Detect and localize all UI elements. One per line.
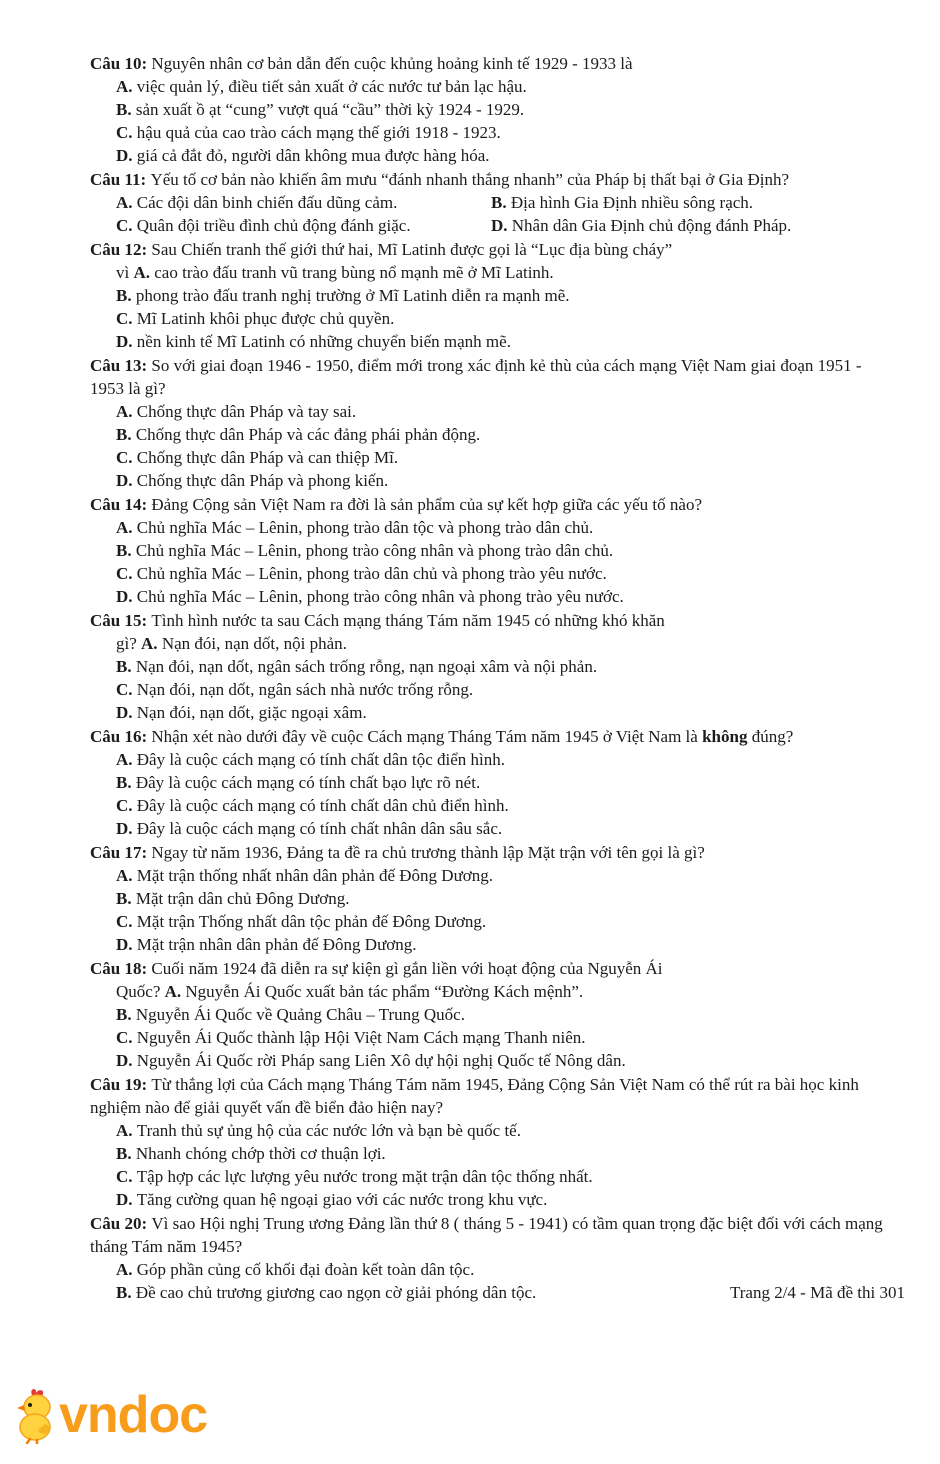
question-text [90,238,888,261]
option-text: hậu quả của cao trào cách mạng thế giới 1918 - 1923. [136,123,501,142]
option-text: Nguyễn Ái Quốc xuất bản tác phẩm “Đường Kách mệnh”. [185,982,584,1001]
option-text: Tăng cường quan hệ ngoại giao với các nước trong khu vực. [136,1190,548,1209]
question-block [90,841,888,956]
option-letter: D. [116,1190,137,1209]
chick-mascot-icon [16,1386,58,1444]
option-letter: B. [116,773,136,792]
question-number: Câu 19: [90,1075,152,1094]
option-letter: B. [116,100,136,119]
option-text: Chủ nghĩa Mác – Lênin, phong trào dân tộc và phong trào dân chủ. [136,518,594,537]
question-text-part: Nhận xét nào dưới đây về cuộc Cách mạng Tháng Tám năm 1945 ở Việt Nam là [151,727,703,746]
option-text: Chống thực dân Pháp và phong kiến. [136,471,389,490]
option-text: sản xuất ồ ạt “cung” vượt quá “cầu” thời kỳ 1924 - 1929. [135,100,525,119]
question-continuation [90,261,888,284]
option-text: Mặt trận thống nhất nhân dân phản đế Đông Dương. [136,866,494,885]
vndoc-logo[interactable] [16,1386,207,1444]
option-letter: B. [116,1005,136,1024]
option-letter: C. [116,796,137,815]
answer-option [90,655,888,678]
answer-option [90,678,888,701]
answer-option [116,214,491,237]
answer-option [90,817,888,840]
option-text: Nạn đói, nạn dốt, nội phản. [161,634,347,653]
option-text: Chống thực dân Pháp và can thiệp Mĩ. [136,448,399,467]
option-text: Đây là cuộc cách mạng có tính chất dân tộc điển hình. [136,750,505,769]
option-text: Nạn đói, nạn dốt, ngân sách trống rỗng, nạn ngoại xâm và nội phản. [135,657,598,676]
question-text-part: Đảng Cộng sản Việt Nam ra đời là sản phẩm của sự kết hợp giữa các yếu tố nào? [151,495,702,514]
option-letter: D. [116,332,137,351]
question-text-part: Vì sao Hội nghị Trung ương Đảng lần thứ 8 ( tháng 5 - 1941) có tầm quan trọng đặc biệt đối với cách mạng tháng Tám năm 1945? [90,1214,883,1256]
answer-option [90,75,888,98]
option-letter: C. [116,1028,137,1047]
question-block [90,354,888,492]
option-text: giá cả đắt đỏ, người dân không mua được hàng hóa. [136,146,490,165]
question-block [90,609,888,724]
option-letter: D. [116,703,137,722]
option-letter: B. [491,193,511,212]
option-text: Mặt trận nhân dân phản đế Đông Dương. [136,935,417,954]
questions-list [90,52,888,1305]
question-text-part: Từ thắng lợi của Cách mạng Tháng Tám năm 1945, Đảng Cộng Sản Việt Nam có thể rút ra bài học kinh nghiệm nào để giải quyết vấn đề biển đảo hiện nay? [90,1075,859,1117]
option-letter: B. [116,541,136,560]
answer-option [90,933,888,956]
question-text-part: Sau Chiến tranh thế giới thứ hai, Mĩ Latinh được gọi là “Lục địa bùng cháy” [151,240,673,259]
answer-option [90,1165,888,1188]
question-number: Câu 15: [90,611,152,630]
option-text: nền kinh tế Mĩ Latinh có những chuyển biến mạnh mẽ. [136,332,511,351]
option-letter: A. [164,982,186,1001]
question-block [90,957,888,1072]
option-text: Mĩ Latinh khôi phục được chủ quyền. [136,309,395,328]
option-letter: D. [116,587,137,606]
question-text-part: Ngay từ năm 1936, Đảng ta đề ra chủ trương thành lập Mặt trận với tên gọi là gì? [151,843,705,862]
option-letter: A. [116,402,137,421]
question-number: Câu 18: [90,959,152,978]
question-block [90,493,888,608]
answer-option [90,1049,888,1072]
option-letter: A. [116,193,137,212]
option-text: Mặt trận Thống nhất dân tộc phản đế Đông Dương. [136,912,487,931]
question-continuation-text: vì [116,263,134,282]
option-text: Đây là cuộc cách mạng có tính chất dân chủ điển hình. [136,796,509,815]
question-text-part: Yếu tố cơ bản nào khiến âm mưu “đánh nhanh thắng nhanh” của Pháp bị thất bại ở Gia Định? [150,170,790,189]
option-letter: A. [141,634,162,653]
option-letter: D. [116,935,137,954]
question-text-part: đúng? [747,727,794,746]
option-text: Nạn đói, nạn dốt, giặc ngoại xâm. [136,703,367,722]
option-letter: C. [116,123,137,142]
question-continuation-text: gì? [116,634,142,653]
answer-option [90,516,888,539]
question-number: Câu 11: [90,170,151,189]
option-letter: A. [116,750,137,769]
option-text: Địa hình Gia Định nhiều sông rạch. [510,193,754,212]
page-footer: Trang 2/4 - Mã đề thi 301 [729,1283,905,1302]
option-text: Chủ nghĩa Mác – Lênin, phong trào công nhân và phong trào dân chủ. [135,541,614,560]
answer-option [90,400,888,423]
answer-option [90,1188,888,1211]
option-letter: C. [116,216,137,235]
option-letter: C. [116,912,137,931]
answer-option [90,446,888,469]
answer-option [90,98,888,121]
answer-option [90,307,888,330]
logo-text: vndoc [59,1386,208,1444]
option-letter: C. [116,1167,137,1186]
question-block [90,52,888,167]
answer-option [90,701,888,724]
option-letter: B. [116,1144,136,1163]
answer-option [116,191,491,214]
answer-option [90,144,888,167]
question-continuation-text: Quốc? [116,982,165,1001]
option-letter: B. [116,425,136,444]
answer-option [90,423,888,446]
option-text: Đây là cuộc cách mạng có tính chất bạo lực rõ nét. [135,773,481,792]
question-block [90,725,888,840]
question-text [90,957,888,980]
option-letter: C. [116,309,137,328]
answer-option [90,864,888,887]
question-text [90,1073,888,1119]
options-grid [90,191,888,237]
option-letter: B. [116,889,136,908]
option-letter: D. [116,1051,137,1070]
question-text [90,493,888,516]
question-text [90,52,888,75]
option-letter: A. [133,263,155,282]
option-text: Đề cao chủ trương giương cao ngọn cờ giải phóng dân tộc. [135,1283,537,1302]
option-text: Nạn đói, nạn dốt, ngân sách nhà nước trống rỗng. [136,680,474,699]
option-letter: A. [116,866,137,885]
option-letter: D. [116,471,137,490]
option-text: Chủ nghĩa Mác – Lênin, phong trào dân chủ và phong trào yêu nước. [136,564,607,583]
question-text [90,168,888,191]
answer-option [491,191,888,214]
option-letter: B. [116,1283,136,1302]
answer-option [90,284,888,307]
question-number: Câu 14: [90,495,152,514]
question-text [90,609,888,632]
question-block [90,168,888,237]
question-number: Câu 13: [90,356,152,375]
question-number: Câu 20: [90,1214,152,1233]
option-text: Nhanh chóng chớp thời cơ thuận lợi. [135,1144,386,1163]
answer-option [90,1258,888,1281]
question-text-part: Tình hình nước ta sau Cách mạng tháng Tám năm 1945 có những khó khăn [151,611,665,630]
option-letter: B. [116,657,136,676]
question-number: Câu 10: [90,54,152,73]
option-letter: A. [116,1260,137,1279]
question-text [90,725,888,748]
option-letter: C. [116,564,137,583]
answer-option [90,1119,888,1142]
question-block [90,238,888,353]
option-letter: D. [491,216,512,235]
option-text: cao trào đấu tranh vũ trang bùng nổ mạnh mẽ ở Mĩ Latinh. [154,263,554,282]
option-text: Chủ nghĩa Mác – Lênin, phong trào công nhân và phong trào yêu nước. [136,587,624,606]
question-text-part: So với giai đoạn 1946 - 1950, điểm mới trong xác định kẻ thù của cách mạng Việt Nam giai đoạn 1951 - 1953 là gì? [90,356,862,398]
option-text: Quân đội triều đình chủ động đánh giặc. [136,216,411,235]
question-text-part: Nguyên nhân cơ bản dẫn đến cuộc khủng hoảng kinh tế 1929 - 1933 là [151,54,633,73]
option-text: Chống thực dân Pháp và các đảng phái phản động. [135,425,481,444]
option-letter: A. [116,518,137,537]
option-text: phong trào đấu tranh nghị trường ở Mĩ Latinh diễn ra mạnh mẽ. [135,286,570,305]
option-letter: A. [116,77,137,96]
option-text: Các đội dân binh chiến đấu dũng cảm. [136,193,398,212]
option-text: Nguyễn Ái Quốc về Quảng Châu – Trung Quốc. [135,1005,465,1024]
option-letter: D. [116,819,137,838]
option-text: Nguyễn Ái Quốc rời Pháp sang Liên Xô dự hội nghị Quốc tế Nông dân. [136,1051,626,1070]
answer-option [90,1142,888,1165]
answer-option [90,748,888,771]
option-letter: B. [116,286,136,305]
question-text-part: Cuối năm 1924 đã diễn ra sự kiện gì gắn liền với hoạt động của Nguyễn Ái [151,959,663,978]
option-letter: A. [116,1121,137,1140]
answer-option [90,539,888,562]
option-text: Chống thực dân Pháp và tay sai. [136,402,357,421]
answer-option [90,887,888,910]
option-text: Góp phần củng cố khối đại đoàn kết toàn dân tộc. [136,1260,475,1279]
option-text: Tập hợp các lực lượng yêu nước trong mặt trận dân tộc thống nhất. [136,1167,593,1186]
answer-option [90,771,888,794]
option-text: việc quản lý, điều tiết sản xuất ở các nước tư bản lạc hậu. [136,77,527,96]
option-text: Tranh thủ sự ủng hộ của các nước lớn và bạn bè quốc tế. [136,1121,521,1140]
answer-option [90,1003,888,1026]
answer-option [90,469,888,492]
question-text [90,1212,888,1258]
answer-option [90,585,888,608]
question-text [90,841,888,864]
answer-option [90,330,888,353]
answer-option [491,214,888,237]
answer-option [90,910,888,933]
answer-option [90,794,888,817]
option-text: Đây là cuộc cách mạng có tính chất nhân dân sâu sắc. [136,819,503,838]
option-letter: D. [116,146,137,165]
option-letter: C. [116,680,137,699]
question-continuation [90,980,888,1003]
option-text: Nguyễn Ái Quốc thành lập Hội Việt Nam Cách mạng Thanh niên. [136,1028,586,1047]
question-number: Câu 16: [90,727,152,746]
question-text [90,354,888,400]
answer-option [90,562,888,585]
question-number: Câu 12: [90,240,152,259]
option-text: Mặt trận dân chủ Đông Dương. [135,889,350,908]
answer-option [90,121,888,144]
option-text: Nhân dân Gia Định chủ động đánh Pháp. [511,216,792,235]
option-letter: C. [116,448,137,467]
question-continuation [90,632,888,655]
question-block [90,1073,888,1211]
answer-option [90,1026,888,1049]
question-text-part: không [702,727,748,746]
question-number: Câu 17: [90,843,152,862]
